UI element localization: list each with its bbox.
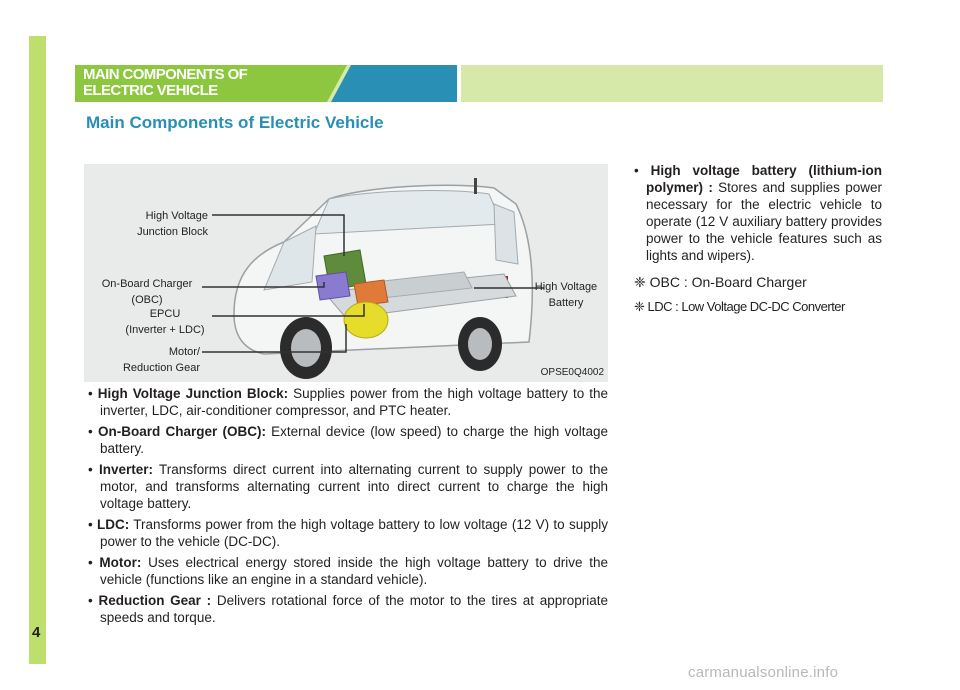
battery-text: Stores and supplies power necessary for the electric vehicle to operate (12 V auxiliary battery provides power to the vehicle features such as lights and wipers). <box>646 180 882 263</box>
list-item: • Motor: Uses electrical energy stored inside the high voltage battery to drive the vehicle (functions like an engine in a standard vehicle). <box>88 555 608 587</box>
label-hvjb-line2: Junction Block <box>137 226 208 238</box>
banner-title <box>83 67 363 99</box>
right-column <box>634 162 882 315</box>
list-item: • High Voltage Junction Block: Supplies power from the high voltage battery to the inverter, LDC, air-conditioner compressor, and PTC heater. <box>88 386 609 418</box>
battery-term: High voltage battery (lithium-ion polymer) : <box>646 163 882 195</box>
label-epcu <box>118 306 212 338</box>
list-item: • LDC: Transforms power from the high voltage battery to low voltage (12 V) to supply power to the vehicle (DC-DC). <box>88 517 608 549</box>
item-text: Uses electrical energy stored inside the high voltage battery to drive the vehicle (functions like an engine in a standard vehicle). <box>100 555 608 587</box>
label-high-voltage-junction-block <box>124 208 208 240</box>
label-motor-reduction-gear <box>112 344 200 376</box>
item-text: External device (low speed) to charge the high voltage battery. <box>100 424 608 456</box>
watermark: carmanualsonline.info <box>688 664 839 681</box>
label-motor-line1: Motor/ <box>168 346 200 358</box>
list-item: • Inverter: Transforms direct current into alternating current to supply power to the motor, and transforms alternating current into direct current to charge the high voltage battery. <box>88 462 609 511</box>
label-obc-line2: (OBC) <box>131 294 163 306</box>
item-term: On-Board Charger (OBC): <box>97 424 266 439</box>
item-text: Delivers rotational force of the motor to the tires at appropriate speeds and torque. <box>100 593 608 625</box>
vehicle-cutaway-figure <box>84 164 608 382</box>
section-title: Main Components of Electric Vehicle <box>86 113 384 132</box>
item-text: Supplies power from the high voltage battery to the inverter, LDC, air-conditioner compressor, and PTC heater. <box>100 386 609 418</box>
item-term: Motor: <box>99 555 142 570</box>
label-battery-line1: High Voltage <box>534 281 598 293</box>
item-term: Reduction Gear : <box>98 593 212 608</box>
chapter-banner <box>75 65 883 102</box>
component-description-list <box>88 385 608 630</box>
item-term: High Voltage Junction Block: <box>97 386 289 401</box>
label-obc-line1: On-Board Charger <box>101 278 193 290</box>
label-hvjb-line1: High Voltage <box>145 210 208 222</box>
item-term: Inverter: <box>98 462 153 477</box>
label-on-board-charger <box>94 276 200 308</box>
label-motor-line2: Reduction Gear <box>122 362 200 374</box>
item-term: LDC: <box>97 517 130 532</box>
note-ldc: ❈ LDC : Low Voltage DC-DC Converter <box>634 299 845 314</box>
label-epcu-line2: (Inverter + LDC) <box>125 324 205 336</box>
note-obc: ❈ OBC : On-Board Charger <box>634 274 807 290</box>
label-battery-line2: Battery <box>548 297 584 309</box>
label-high-voltage-battery <box>526 279 606 311</box>
figure-code: OPSE0Q4002 <box>540 367 604 378</box>
banner-title-line1: MAIN COMPONENTS OF <box>83 66 248 83</box>
item-text: Transforms direct current into alternating current to supply power to the motor, and transforms alternating current into direct current to charge the high voltage battery. <box>100 462 609 511</box>
battery-description: • High voltage battery (lithium-ion polymer) : Stores and supplies power necessary for the electric vehicle to operate (12 V auxiliary battery provides power to the vehicle features such as lights and wipers). <box>634 163 882 263</box>
left-margin-bar <box>29 36 46 664</box>
item-text: Transforms power from the high voltage battery to low voltage (12 V) to supply power to the vehicle (DC-DC). <box>100 517 608 549</box>
page-number: 4 <box>32 624 41 641</box>
banner-title-line2: ELECTRIC VEHICLE <box>83 82 218 99</box>
list-item: • Reduction Gear : Delivers rotational force of the motor to the tires at appropriate speeds and torque. <box>88 593 608 625</box>
list-item: • On-Board Charger (OBC): External device (low speed) to charge the high voltage battery. <box>88 424 608 456</box>
label-epcu-line1: EPCU <box>149 308 181 320</box>
